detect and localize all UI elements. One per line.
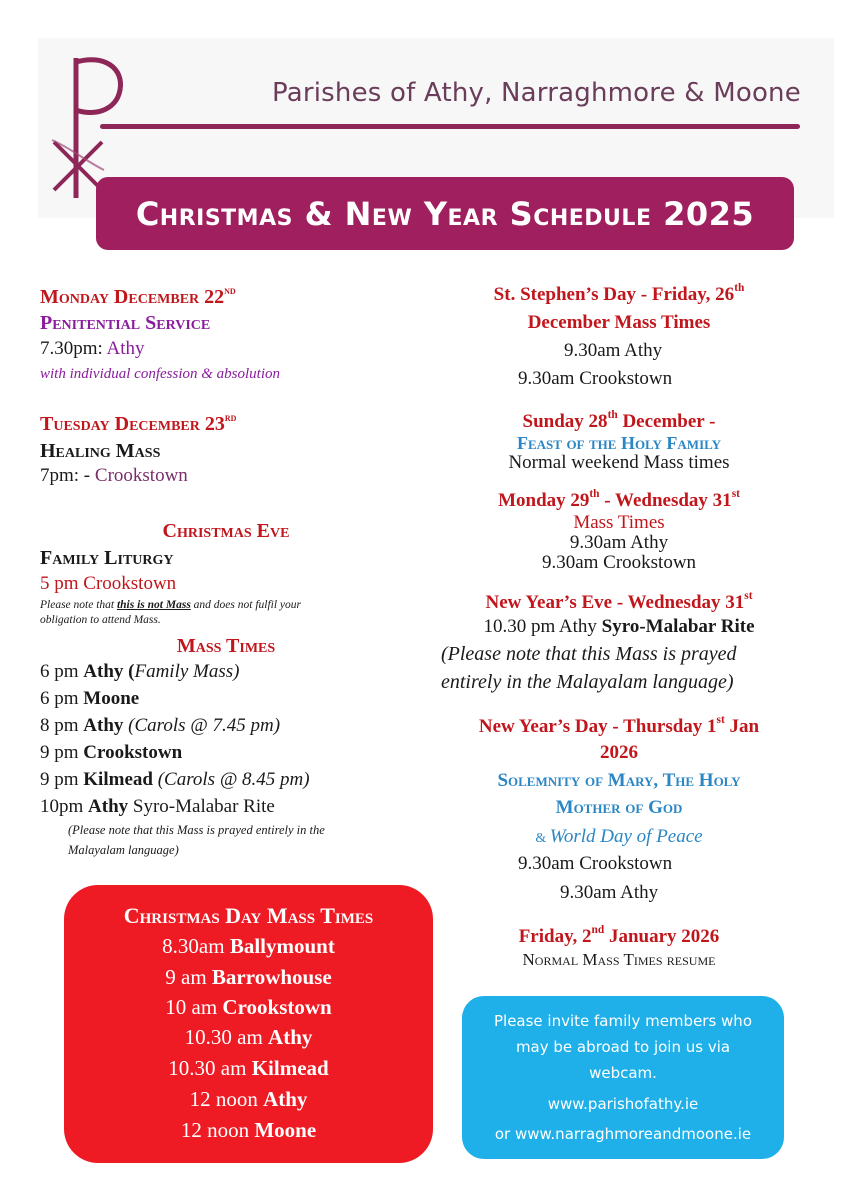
text2: December - (617, 411, 716, 432)
time: 6 pm (40, 661, 84, 682)
place: Moone (83, 688, 140, 709)
christmas-day-mass-7 (64, 1118, 433, 1143)
penitential-service: Penitential Service (40, 312, 211, 334)
invite-line-2: may be abroad to join us via (515, 1038, 731, 1056)
time: 10.30 pm Athy (483, 616, 602, 637)
christmas-day-mass-1 (64, 934, 433, 959)
narraghmore-website-link[interactable]: or www.narraghmoreandmoone.ie (494, 1125, 752, 1143)
solemnity-line2: Mother of God (555, 797, 683, 818)
mon29-time-2: 9.30am Crookstown (541, 552, 697, 573)
nyd-heading (424, 713, 814, 738)
eve-mass-6 (40, 796, 275, 818)
time: 12 noon (189, 1087, 264, 1111)
nye-time (434, 616, 804, 638)
note-part-a: Please note that (40, 599, 117, 611)
sup2: st (731, 487, 740, 500)
world-day-of-peace (424, 826, 814, 848)
place: Athy (83, 661, 124, 682)
nyd-time-2: 9.30am Athy (560, 882, 659, 903)
time: 9 am (165, 965, 212, 989)
mon29-heading (434, 487, 804, 512)
not-mass-note-line2: obligation to attend Mass. (40, 614, 161, 626)
note: (Carols @ 8.45 pm) (152, 769, 310, 790)
text: Friday, 2 (518, 926, 592, 947)
time: 10.30 am (168, 1056, 252, 1080)
tuesday-day-text: Tuesday December 23 (40, 413, 225, 435)
tuesday-place: Crookstown (94, 465, 188, 486)
note: ( (123, 661, 135, 682)
christmas-day-mass-4 (64, 1025, 433, 1050)
note-part-b: this is not Mass (116, 599, 191, 611)
place: Athy (263, 1087, 308, 1111)
eve-mass-2 (40, 688, 139, 710)
malayalam-note-line1: (Please note that this Mass is prayed entirely in the (68, 823, 325, 837)
christmas-day-heading: Christmas Day Mass Times (123, 903, 374, 928)
time: 12 noon (180, 1118, 255, 1142)
place: Kilmead (251, 1056, 329, 1080)
eve-mass-5 (40, 769, 310, 791)
christmas-eve-heading: Christmas Eve (162, 520, 290, 542)
place: Athy (83, 715, 124, 736)
time: 8.30am (162, 934, 230, 958)
monday-place: Athy (106, 338, 145, 359)
eve-mass-4 (40, 742, 182, 764)
sup: th (734, 281, 745, 294)
note: (Carols @ 7.45 pm) (123, 715, 281, 736)
page-title: Christmas & New Year Schedule 2025 (135, 194, 755, 233)
text: New Year’s Eve - Wednesday 31 (485, 592, 745, 613)
place: Ballymount (229, 934, 335, 958)
invite-line-1: Please invite family members who (493, 1012, 752, 1030)
normal-times-resume: Normal Mass Times resume (522, 950, 716, 969)
place: Athy (268, 1025, 313, 1049)
place: Crookstown (83, 742, 183, 763)
stephens-time-2: 9.30am Crookstown (518, 368, 673, 389)
note-part-c: and does not fulfil your (190, 599, 302, 611)
sup: st (744, 589, 753, 602)
place: Moone (254, 1118, 317, 1142)
malayalam-note-line2: Malayalam language) (68, 843, 179, 857)
christmas-day-mass-2 (64, 965, 433, 990)
invite-box (462, 996, 784, 1159)
stephens-day-subheading: December Mass Times (527, 312, 711, 333)
mon29-time-1: 9.30am Athy (569, 532, 669, 553)
monday-heading (40, 282, 236, 309)
tuesday-time (40, 465, 188, 487)
nye-heading (434, 589, 804, 614)
mass-times-heading: Mass Times (176, 635, 276, 657)
nyd-time-1: 9.30am Crookstown (518, 853, 673, 874)
text2: Jan (724, 716, 760, 737)
stephens-time-1: 9.30am Athy (564, 340, 663, 361)
time: 10.30 am (184, 1025, 269, 1049)
friday-2-heading (424, 923, 814, 948)
time: 6 pm (40, 688, 84, 709)
not-mass-note (40, 599, 412, 611)
sup: st (716, 713, 725, 726)
text: St. Stephen’s Day - Friday, 26 (493, 284, 735, 305)
text2: - Wednesday 31 (599, 490, 732, 511)
nye-note-line1: (Please note that this Mass is prayed (441, 643, 737, 665)
amp: & (535, 831, 550, 846)
place: Athy (88, 796, 129, 817)
liturgy-time: 5 pm Crookstown (40, 573, 177, 594)
monday-day-text: Monday December 22 (40, 286, 225, 308)
tuesday-sup: rd (224, 409, 237, 424)
monday-note: with individual confession & absolution (40, 366, 280, 382)
time: 9 pm (40, 742, 84, 763)
sup: nd (591, 923, 605, 936)
text: Sunday 28 (522, 411, 608, 432)
nyd-year: 2026 (600, 742, 638, 763)
monday-sup: nd (224, 282, 236, 297)
time: 8 pm (40, 715, 84, 736)
parish-website-link[interactable]: www.parishofathy.ie (547, 1095, 699, 1113)
solemnity-line1: Solemnity of Mary, The Holy (497, 770, 741, 791)
tuesday-heading (40, 409, 237, 436)
holy-family-feast: Feast of the Holy Family (516, 433, 722, 453)
text: Monday 29 (498, 490, 590, 511)
christmas-day-mass-6 (64, 1087, 433, 1112)
place: Barrowhouse (211, 965, 332, 989)
sup: th (607, 408, 618, 421)
title-banner (96, 177, 794, 250)
eve-mass-1 (40, 661, 240, 683)
eve-mass-3 (40, 715, 280, 737)
note: Syro-Malabar Rite (128, 796, 275, 817)
christmas-day-box (64, 885, 433, 1163)
text: New Year’s Day - Thursday 1 (478, 716, 717, 737)
nye-note-line2: entirely in the Malayalam language) (441, 671, 734, 693)
healing-mass: Healing Mass (40, 440, 161, 462)
monday-time-text: 7.30pm: (40, 338, 107, 359)
time: 9 pm (40, 769, 84, 790)
christmas-day-mass-5 (64, 1056, 433, 1081)
sup: th (589, 487, 600, 500)
normal-weekend-times: Normal weekend Mass times (508, 452, 730, 473)
header-divider (100, 124, 800, 129)
parish-name: Parishes of Athy, Narraghmore & Moone (272, 78, 801, 108)
time: 10pm (40, 796, 89, 817)
place: Crookstown (222, 995, 332, 1019)
tuesday-time-text: 7pm: - (40, 465, 95, 486)
note2: Family Mass) (134, 661, 240, 682)
sunday-28-heading (434, 408, 804, 433)
place: Kilmead (83, 769, 153, 790)
christmas-day-mass-3 (64, 995, 433, 1020)
family-liturgy: Family Liturgy (40, 547, 174, 569)
monday-time (40, 338, 145, 360)
time: 10 am (165, 995, 223, 1019)
text2: January 2026 (604, 926, 720, 947)
stephens-day-heading (434, 281, 804, 306)
mon29-mass-times: Mass Times (573, 512, 665, 533)
invite-line-3: webcam. (589, 1064, 657, 1082)
peace: World Day of Peace (549, 826, 703, 847)
rite: Syro-Malabar Rite (601, 616, 755, 637)
